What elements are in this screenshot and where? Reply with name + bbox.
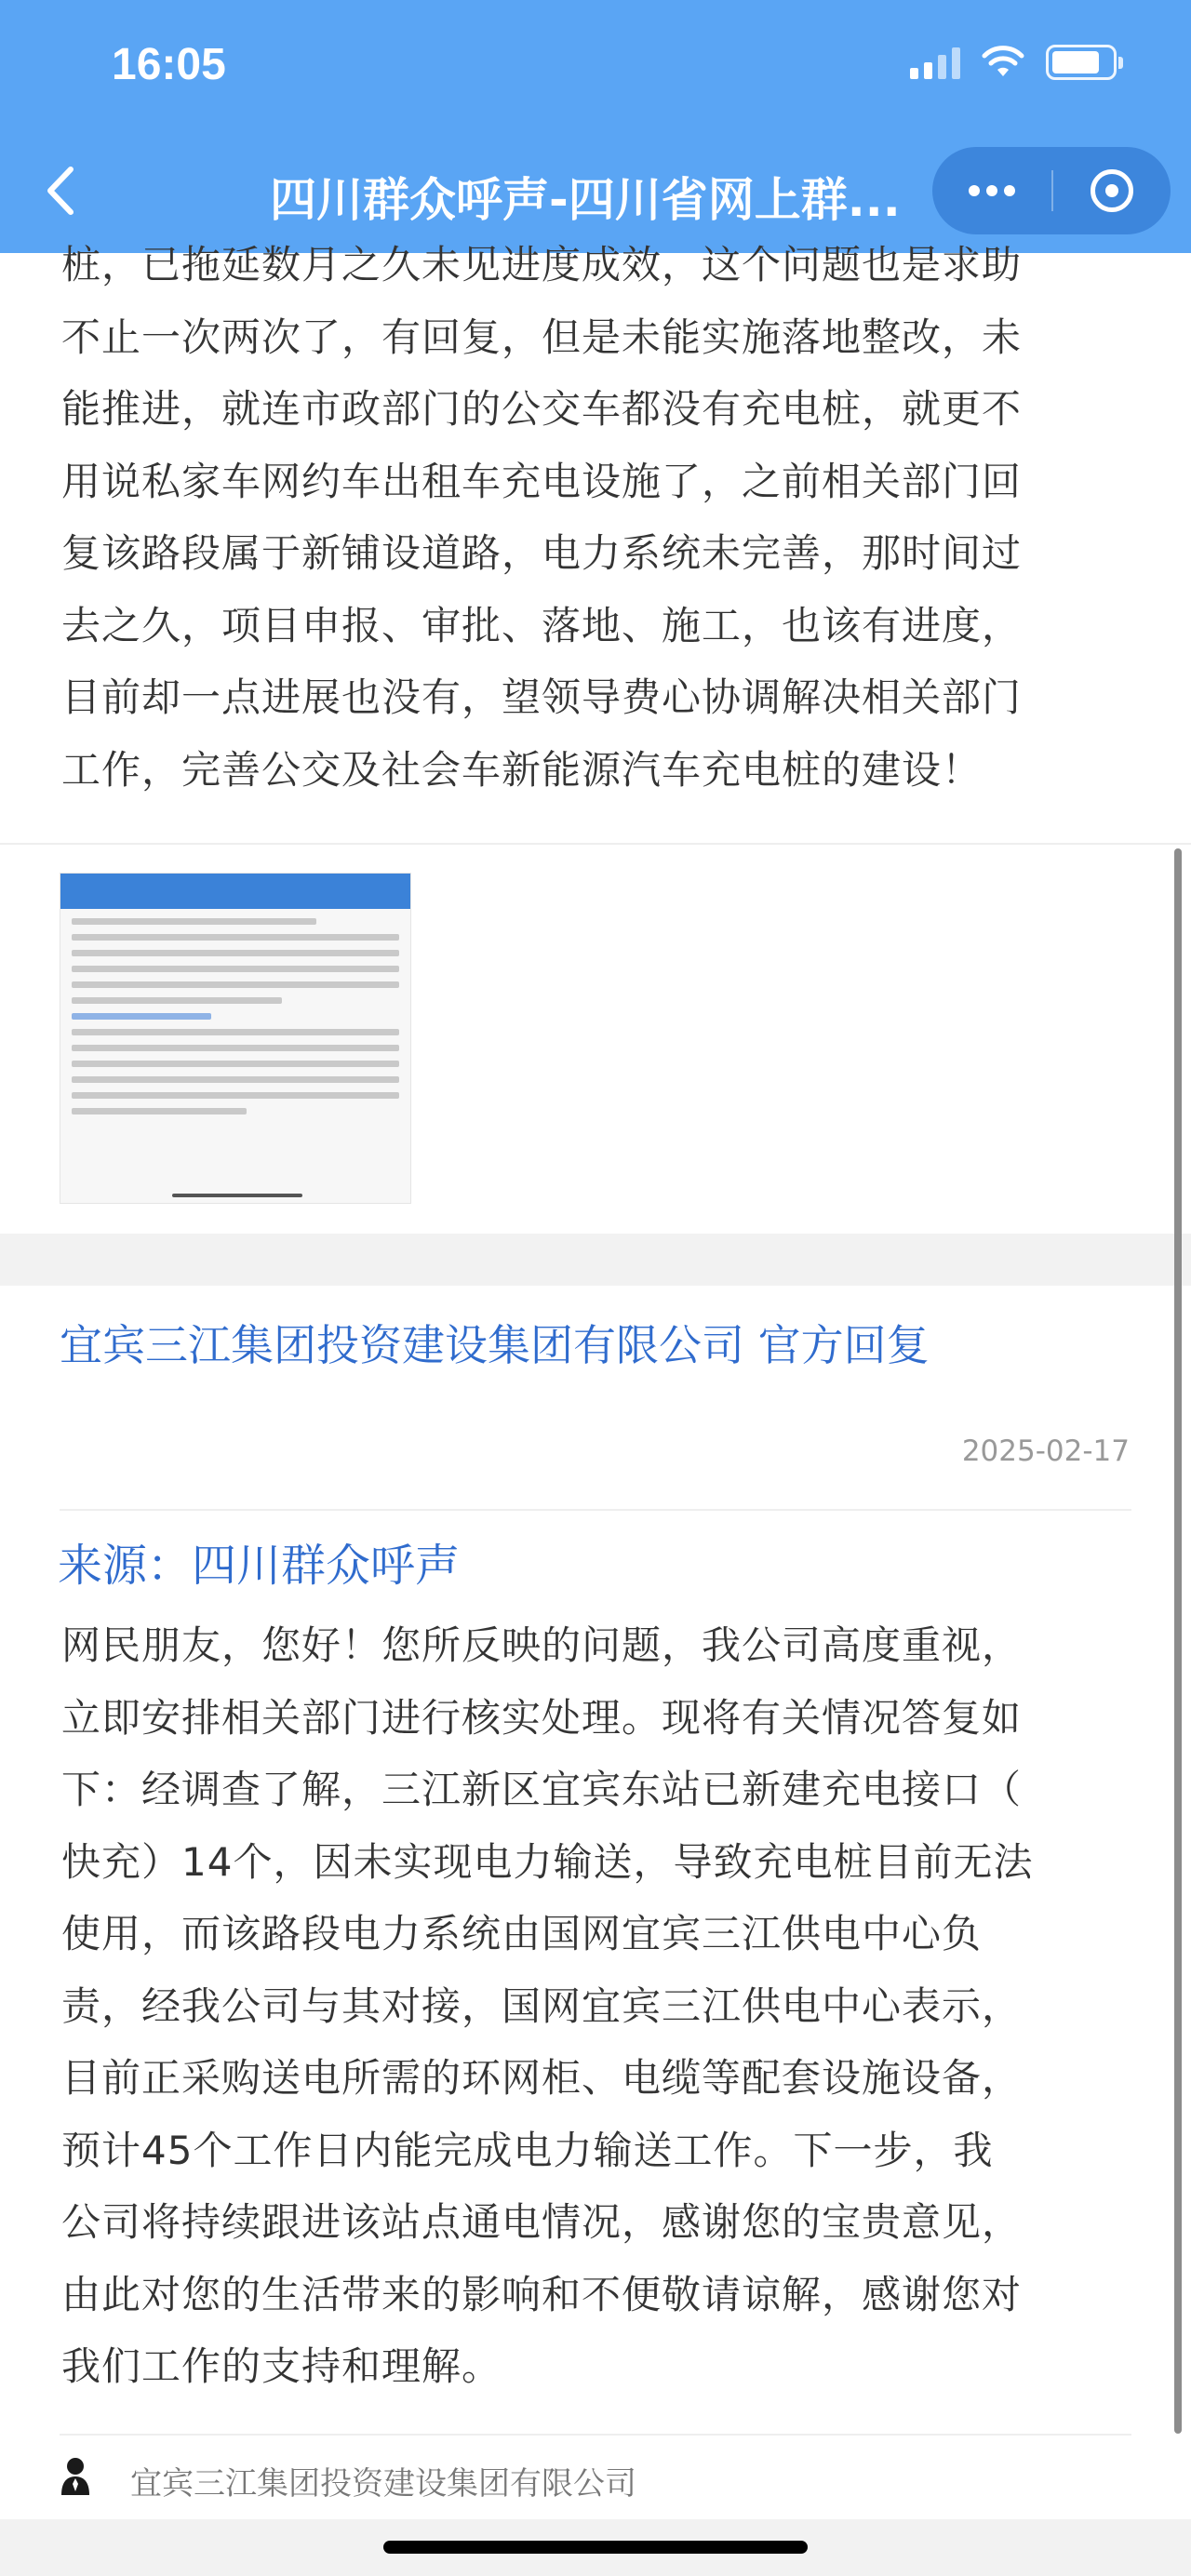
section-separator [0,1234,1191,1286]
text-line: 预计45个工作日内能完成电力输送工作。下一步，我 [61,2127,994,2173]
text-line: 网民朋友，您好！您所反映的问题，我公司高度重视， [61,1622,1023,1668]
user-icon [60,2456,91,2495]
text-line: 由此对您的生活带来的影响和不便敬请谅解，感谢您对 [61,2271,1023,2317]
text-line: 目前正采购送电所需的环网柜、电缆等配套设施设备， [61,2055,1023,2101]
text-line: 桩，已拖延数月之久未见进度成效，这个问题也是求助 [61,242,1023,287]
reply-source: 来源：四川群众呼声 [58,1540,461,1592]
text-line: 能推进，就连市政部门的公交车都没有充电桩，就更不 [61,386,1023,432]
text-line: 我们工作的支持和理解。 [61,2343,502,2389]
close-miniprogram-icon[interactable] [1053,169,1171,212]
divider [0,843,1191,845]
wifi-icon [981,45,1025,80]
reply-title: 宜宾三江集团投资建设集团有限公司 官方回复 [60,1320,930,1370]
home-indicator[interactable] [383,2541,808,2554]
battery-icon [1046,45,1117,80]
page-title: 四川群众呼声-四川省网上群... [270,173,901,227]
text-line: 复该路段属于新铺设道路，电力系统未完善，那时间过 [61,530,1023,576]
top-bar [0,0,1191,253]
scrollbar[interactable] [1174,848,1182,2434]
text-line: 去之久，项目申报、审批、落地、施工，也该有进度， [61,602,1023,648]
mini-program-capsule [932,147,1171,234]
text-line: 不止一次两次了，有回复，但是未能实施落地整改，未 [61,314,1023,360]
text-line: 工作，完善公交及社会车新能源汽车充电桩的建设！ [61,746,983,793]
divider [60,2434,1131,2436]
status-time: 16:05 [112,40,226,89]
text-line: 责，经我公司与其对接，国网宜宾三江供电中心表示， [61,1982,1023,2029]
question-text [61,229,1131,806]
attachment-thumbnail[interactable] [60,873,411,1204]
back-arrow-icon[interactable] [37,156,84,225]
text-line: 公司将持续跟进该站点通电情况，感谢您的宝贵意见， [61,2199,1023,2245]
more-icon[interactable] [932,185,1051,196]
text-line: 下：经调查了解，三江新区宜宾东站已新建充电接口（ [61,1767,1023,1812]
text-line: 快充）14个，因未实现电力输送，导致充电桩目前无法 [61,1838,1034,1885]
reply-author: 宜宾三江集团投资建设集团有限公司 [130,2465,636,2503]
text-line: 目前却一点进展也没有，望领导费心协调解决相关部门 [61,674,1023,720]
reply-text [61,1609,1131,2403]
text-line: 使用，而该路段电力系统由国网宜宾三江供电中心负 [61,1911,983,1956]
text-line: 立即安排相关部门进行核实处理。现将有关情况答复如 [61,1694,1023,1741]
reply-date: 2025-02-17 [961,1435,1130,1468]
text-line: 用说私家车网约车出租车充电设施了，之前相关部门回 [61,458,1023,504]
cellular-signal-icon [910,46,960,79]
status-icons [910,45,1117,80]
divider [60,1509,1131,1511]
